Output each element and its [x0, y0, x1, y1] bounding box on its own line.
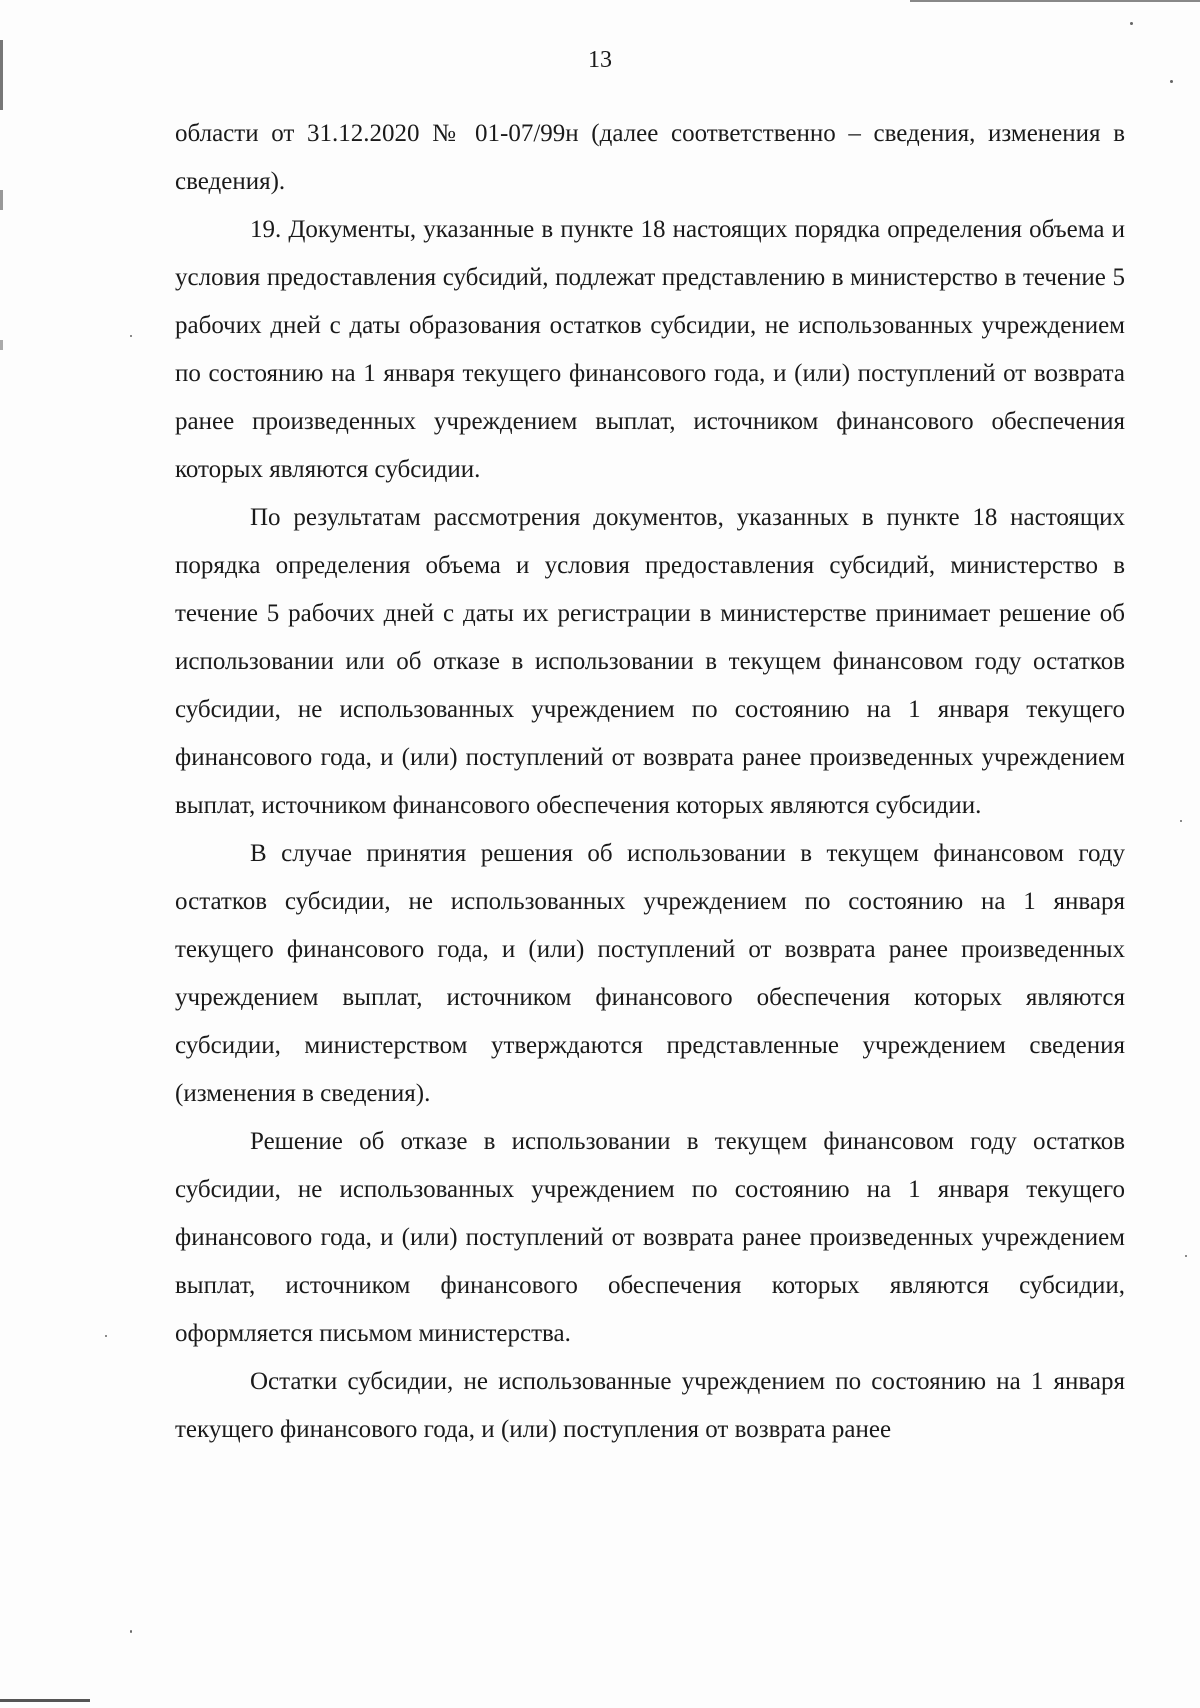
scan-speck — [1185, 1255, 1187, 1257]
document-body — [175, 110, 1125, 1454]
scan-speck — [105, 1335, 107, 1337]
scan-speck — [130, 1630, 132, 1633]
scan-speck — [1130, 22, 1133, 25]
paragraph-continuation: области от 31.12.2020 № 01-07/99н (далее соответственно – сведения, изменения в сведения). — [175, 120, 1125, 195]
scan-speck — [1180, 820, 1182, 822]
paragraph-item-19: 19. Документы, указанные в пункте 18 настоящих порядка определения объема и условия предоставления субсидий, подлежат представлению в министерство в течение 5 рабочих дней с даты образования остатков субсидии, не использованных учреждением по состоянию на 1 января текущего финансового года, и (или) поступлений от возврата ранее произведенных учреждением выплат, источником финансового обеспечения которых являются субсидии. — [175, 216, 1125, 483]
page-number: 13 — [588, 47, 612, 73]
scan-edge-bottom — [0, 1699, 90, 1702]
paragraph-remaining-balances: Остатки субсидии, не использованные учреждением по состоянию на 1 января текущего финансового года, и (или) поступления от возврата ранее — [175, 1368, 1125, 1443]
scan-speck — [130, 335, 132, 337]
paragraph-refusal-decision: Решение об отказе в использовании в текущем финансовом году остатков субсидии, не использованных учреждением по состоянию на 1 января текущего финансового года, и (или) поступлений от возврата ранее произведенных учреждением выплат, источником финансового обеспечения которых являются субсидии, оформляется письмом министерства. — [175, 1128, 1125, 1347]
scan-speck — [1170, 80, 1173, 83]
scan-edge-top — [910, 0, 1200, 2]
paragraph-approval-decision: В случае принятия решения об использовании в текущем финансовом году остатков субсидии, не использованных учреждением по состоянию на 1 января текущего финансового года, и (или) поступлений от возврата ранее произведенных учреждением выплат, источником финансового обеспечения которых являются субсидии, министерством утверждаются представленные учреждением сведения (изменения в сведения). — [175, 840, 1125, 1107]
scan-edge-left — [0, 40, 3, 540]
paragraph-review-results: По результатам рассмотрения документов, указанных в пункте 18 настоящих порядка определения объема и условия предоставления субсидий, министерство в течение 5 рабочих дней с даты их регистрации в министерстве принимает решение об использовании или об отказе в использовании в текущем финансовом году остатков субсидии, не использованных учреждением по состоянию на 1 января текущего финансового года, и (или) поступлений от возврата ранее произведенных учреждением выплат, источником финансового обеспечения которых являются субсидии. — [175, 504, 1125, 819]
